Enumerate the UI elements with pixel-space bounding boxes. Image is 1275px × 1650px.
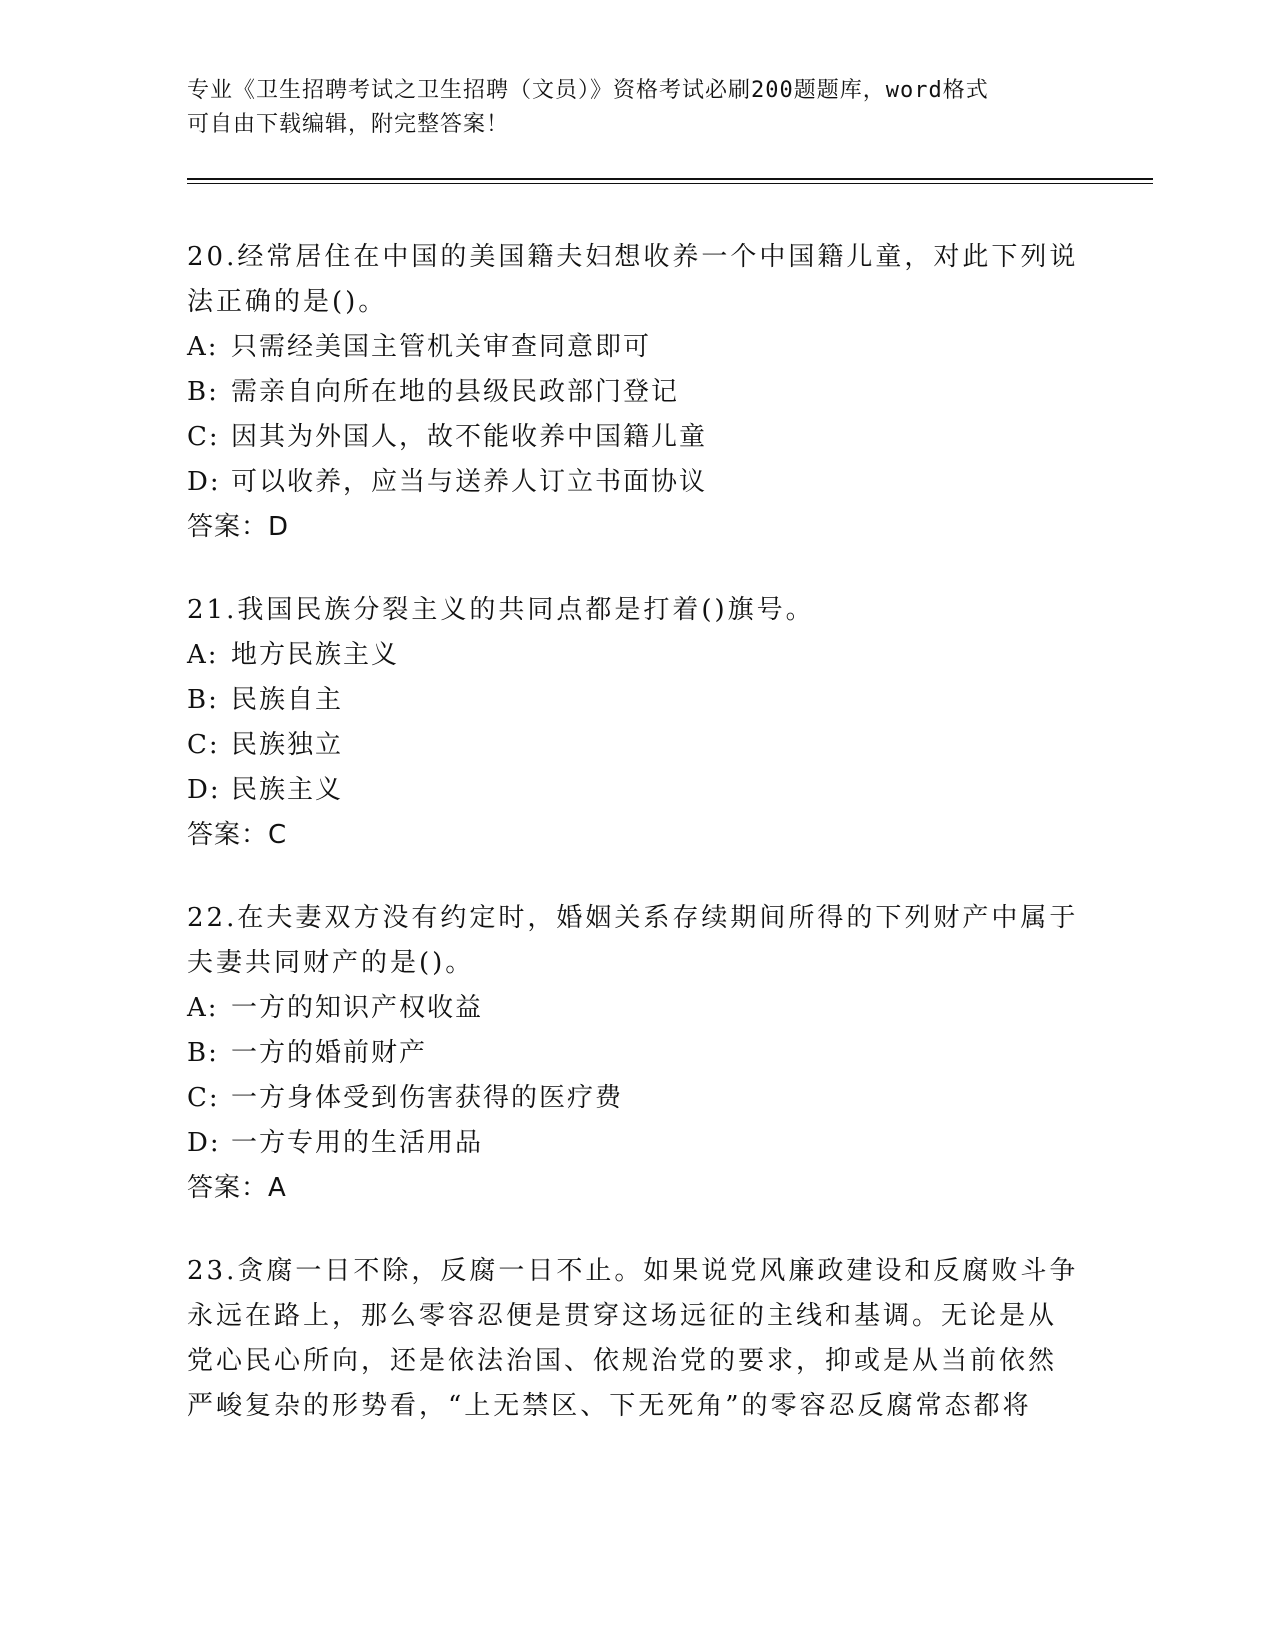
- question-text-line: 22.在夫妻双方没有约定时，婚姻关系存续期间所得的下列财产中属于: [187, 903, 1079, 933]
- question-text: [187, 1249, 1087, 1429]
- option-d: [187, 460, 1087, 505]
- option-text: 民族独立: [231, 730, 344, 760]
- question-text: [187, 588, 1087, 633]
- option-c: [187, 723, 1087, 768]
- option-letter: D:: [187, 467, 221, 497]
- option-letter: D:: [187, 1128, 221, 1158]
- header-line-2: 可自由下载编辑，附完整答案！: [187, 112, 510, 137]
- option-text: 只需经美国主管机关审查同意即可: [231, 332, 652, 362]
- question-20: [187, 235, 1087, 550]
- question-text-line: 23.贪腐一日不除，反腐一日不止。如果说党风廉政建设和反腐败斗争: [187, 1256, 1079, 1286]
- option-letter: C:: [187, 1083, 220, 1113]
- option-d: [187, 1121, 1087, 1166]
- option-c: [187, 415, 1087, 460]
- question-text: [187, 896, 1087, 986]
- question-text: [187, 235, 1087, 325]
- header-divider-thin: [187, 183, 1153, 184]
- document-header: [187, 74, 1087, 142]
- option-text: 因其为外国人，故不能收养中国籍儿童: [231, 422, 708, 452]
- option-letter: B:: [187, 377, 219, 407]
- question-text-line: 20.经常居住在中国的美国籍夫妇想收养一个中国籍儿童，对此下列说: [187, 242, 1079, 272]
- option-letter: A:: [187, 332, 219, 362]
- option-b: [187, 678, 1087, 723]
- answer-label: 答案：A: [187, 1173, 287, 1203]
- option-a: [187, 633, 1087, 678]
- answer-label: 答案：C: [187, 820, 288, 850]
- option-text: 民族主义: [231, 775, 344, 805]
- option-c: [187, 1076, 1087, 1121]
- option-letter: B:: [187, 685, 219, 715]
- question-text-line: 法正确的是()。: [187, 287, 388, 317]
- option-letter: C:: [187, 422, 220, 452]
- answer-label: 答案：D: [187, 512, 290, 542]
- option-text: 可以收养，应当与送养人订立书面协议: [231, 467, 708, 497]
- option-text: 一方专用的生活用品: [231, 1128, 484, 1158]
- option-text: 一方的知识产权收益: [231, 993, 484, 1023]
- question-text-line: 党心民心所向，还是依法治国、依规治党的要求，抑或是从当前依然: [187, 1346, 1058, 1376]
- option-letter: A:: [187, 993, 219, 1023]
- option-b: [187, 1031, 1087, 1076]
- option-text: 民族自主: [231, 685, 344, 715]
- question-text-line: 21.我国民族分裂主义的共同点都是打着()旗号。: [187, 595, 815, 625]
- question-text-line: 永远在路上，那么零容忍便是贯穿这场远征的主线和基调。无论是从: [187, 1301, 1058, 1331]
- option-letter: C:: [187, 730, 220, 760]
- question-list: [187, 235, 1087, 1467]
- header-line-1: 专业《卫生招聘考试之卫生招聘（文员）》资格考试必刷200题题库，word格式: [187, 78, 989, 103]
- option-letter: B:: [187, 1038, 219, 1068]
- option-text: 地方民族主义: [231, 640, 400, 670]
- question-21: [187, 588, 1087, 858]
- option-text: 需亲自向所在地的县级民政部门登记: [231, 377, 680, 407]
- question-22: [187, 896, 1087, 1211]
- option-a: [187, 325, 1087, 370]
- option-b: [187, 370, 1087, 415]
- header-divider-thick: [187, 178, 1153, 180]
- question-text-line: 夫妻共同财产的是()。: [187, 948, 475, 978]
- question-23: [187, 1249, 1087, 1429]
- option-letter: A:: [187, 640, 219, 670]
- option-a: [187, 986, 1087, 1031]
- question-text-line: 严峻复杂的形势看，“上无禁区、下无死角”的零容忍反腐常态都将: [187, 1391, 1032, 1421]
- option-d: [187, 768, 1087, 813]
- option-text: 一方身体受到伤害获得的医疗费: [231, 1083, 624, 1113]
- option-text: 一方的婚前财产: [231, 1038, 428, 1068]
- option-letter: D:: [187, 775, 221, 805]
